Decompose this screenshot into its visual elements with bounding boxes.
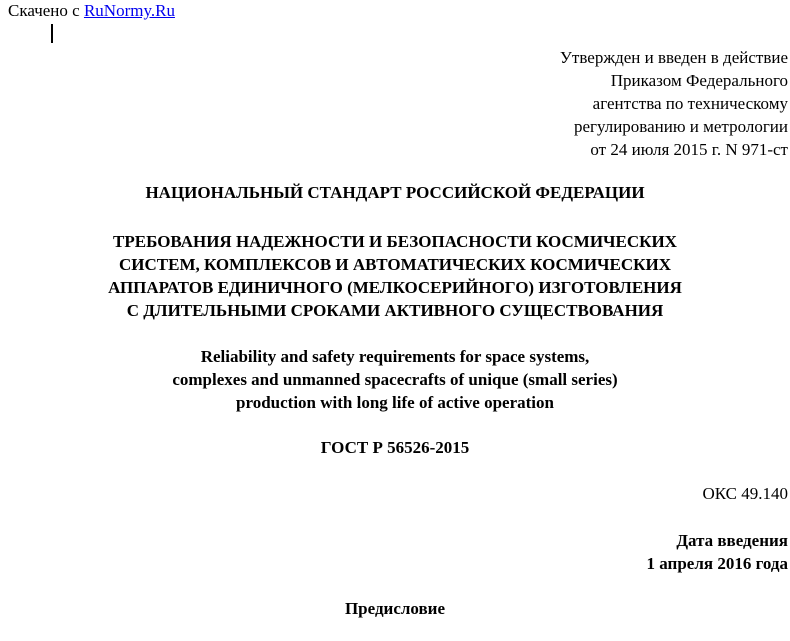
title-en-line: Reliability and safety requirements for space systems, [200,347,590,366]
introduction-date-block [647,529,788,575]
download-source-line [8,1,175,21]
standard-title: НАЦИОНАЛЬНЫЙ СТАНДАРТ РОССИЙСКОЙ ФЕДЕРАЦИИ [145,183,645,202]
approval-line: от 24 июля 2015 г. N 971-ст [590,140,788,159]
approval-line: Утвержден и введен в действие [559,48,788,67]
title-ru-line: С ДЛИТЕЛЬНЫМИ СРОКАМИ АКТИВНОГО СУЩЕСТВОВАНИЯ [126,301,664,320]
document-title-ru [0,230,790,322]
gost-number: ГОСТ Р 56526-2015 [320,438,470,457]
introduction-label: Дата введения [676,531,788,550]
preface-heading: Предисловие [344,599,446,618]
title-ru-line: СИСТЕМ, КОМПЛЕКСОВ И АВТОМАТИЧЕСКИХ КОСМИЧЕСКИХ [119,255,671,274]
text-cursor [51,24,53,43]
download-source-prefix: Скачено с [8,1,80,20]
title-en-line: complexes and unmanned spacecrafts of unique (small series) [172,370,618,389]
approval-line: Приказом Федерального [610,71,788,90]
runormy-link[interactable]: RuNormy.Ru [83,1,175,20]
document-title-en [0,345,790,414]
oks-code: ОКС 49.140 [702,484,788,503]
title-ru-line: АППАРАТОВ ЕДИНИЧНОГО (МЕЛКОСЕРИЙНОГО) ИЗГОТОВЛЕНИЯ [108,278,682,297]
approval-line: агентства по техническому [592,94,788,113]
introduction-date: 1 апреля 2016 года [646,554,788,573]
approval-line: регулированию и метрологии [573,117,788,136]
title-en-line: production with long life of active operation [236,393,554,412]
title-ru-line: ТРЕБОВАНИЯ НАДЕЖНОСТИ И БЕЗОПАСНОСТИ КОСМИЧЕСКИХ [113,232,677,251]
approval-block [560,46,788,161]
